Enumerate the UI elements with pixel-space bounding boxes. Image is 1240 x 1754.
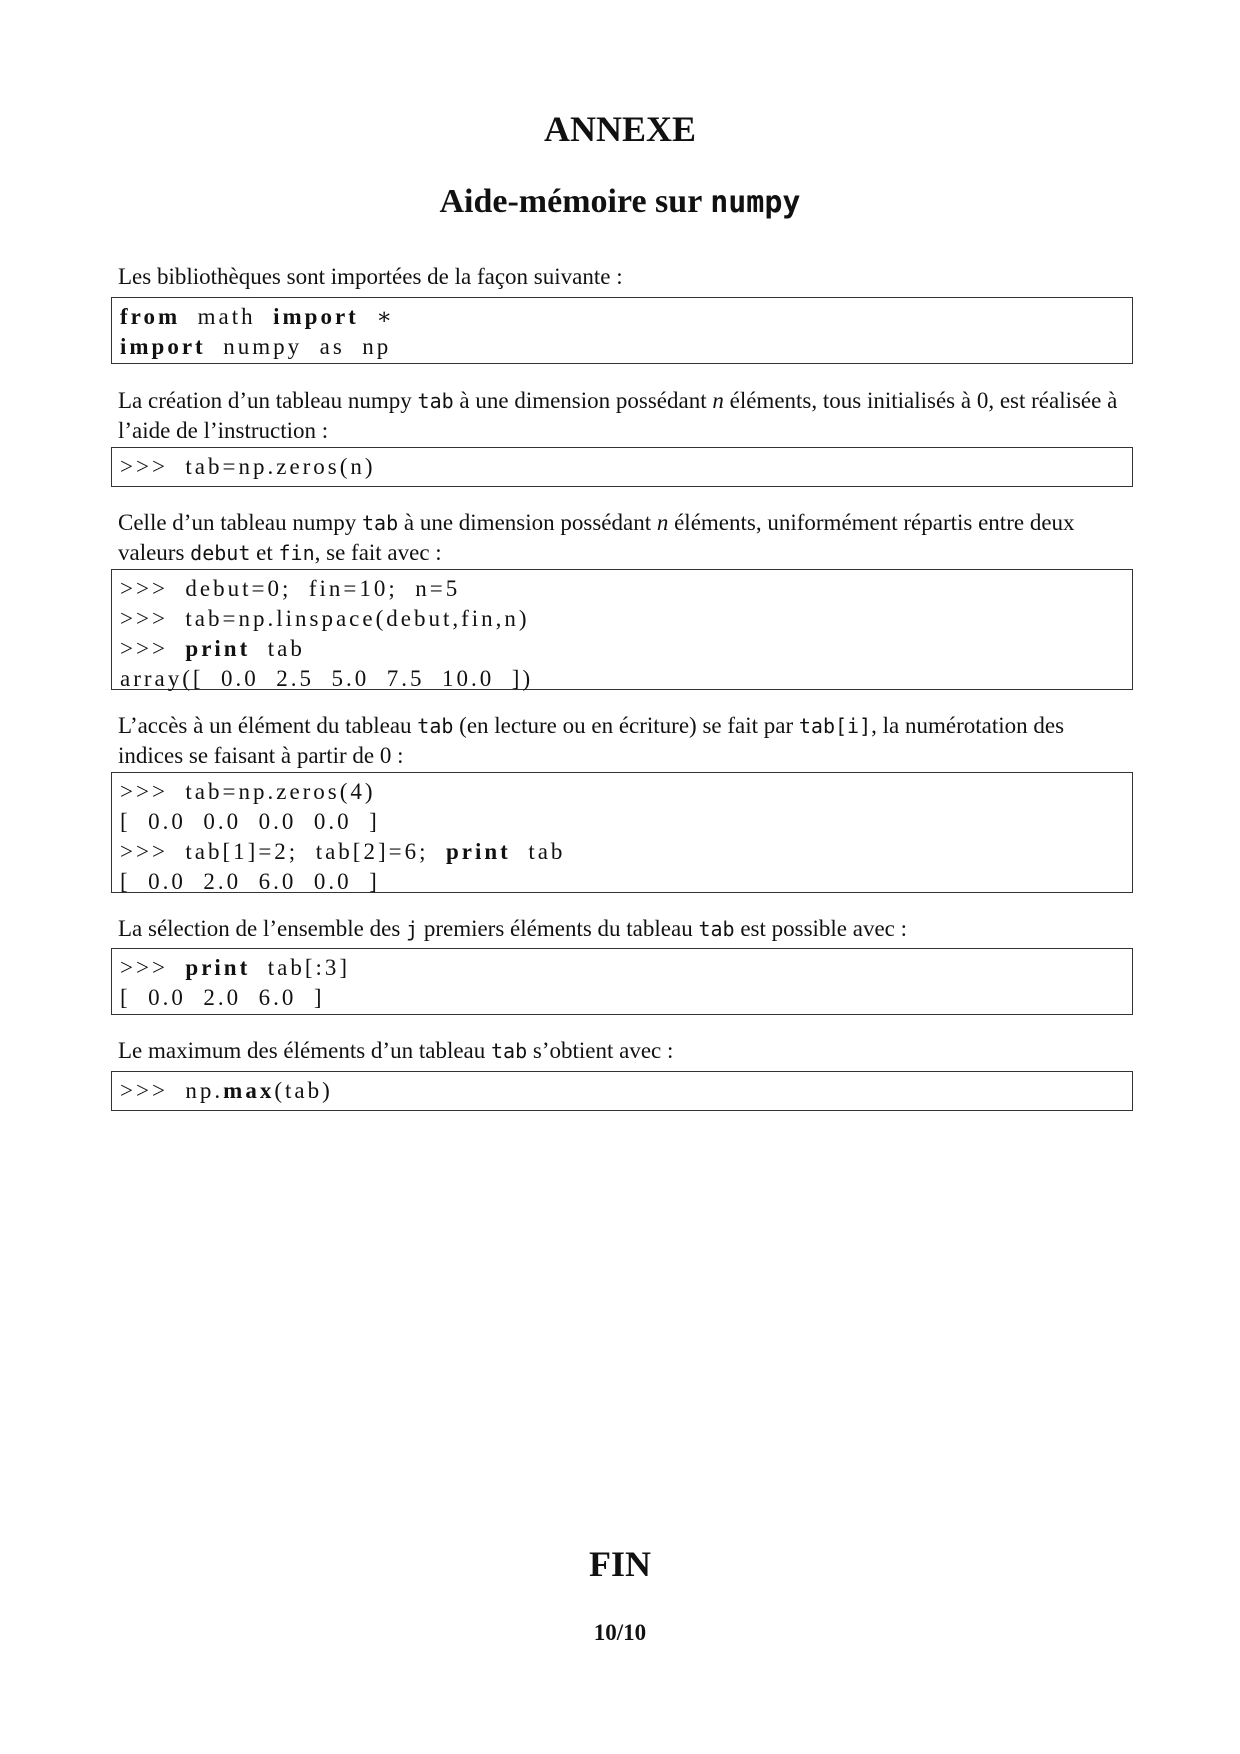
code-box bbox=[111, 297, 1133, 364]
inline-code: fin bbox=[278, 541, 315, 565]
code-line: >>> tab=np.zeros(4) bbox=[120, 779, 376, 804]
inline-code: tab bbox=[491, 1039, 528, 1063]
inline-code: tab bbox=[698, 917, 735, 941]
code-box bbox=[111, 1071, 1133, 1111]
math-variable: n bbox=[712, 388, 724, 413]
code-box bbox=[111, 447, 1133, 487]
code-box bbox=[111, 948, 1133, 1015]
code-line: >>> tab=np.linspace(debut,fin,n) bbox=[120, 606, 530, 631]
code-line: [ 0.0 2.0 6.0 0.0 ] bbox=[120, 869, 380, 894]
code-box bbox=[111, 569, 1133, 690]
subtitle-heading bbox=[0, 183, 1240, 221]
subtitle-text: Aide-mémoire sur bbox=[439, 183, 702, 220]
inline-code: j bbox=[406, 917, 419, 941]
code-line: >>> debut=0; fin=10; n=5 bbox=[120, 576, 461, 601]
annexe-heading: ANNEXE bbox=[543, 109, 696, 149]
section-intro: Celle d’un tableau numpy tab à une dimension possédant n éléments, uniformément répartis entre deux valeurs debut et fin, se fait avec : bbox=[118, 510, 1075, 565]
code-keyword: print bbox=[185, 636, 251, 661]
section-intro: La création d’un tableau numpy tab à une dimension possédant n éléments, tous initialisés à 0, est réalisée à l’aide de l’instruction : bbox=[118, 388, 1118, 443]
inline-code: debut bbox=[190, 541, 251, 565]
inline-code: tab[i] bbox=[798, 714, 872, 738]
code-line: >>> print tab[:3] bbox=[120, 955, 351, 980]
math-variable: n bbox=[656, 510, 669, 535]
inline-code: tab bbox=[417, 714, 454, 738]
code-keyword: from bbox=[120, 304, 181, 329]
code-keyword: max bbox=[223, 1078, 275, 1103]
inline-code: tab bbox=[417, 389, 454, 413]
fin-heading: FIN bbox=[589, 1544, 651, 1584]
section-intro: L’accès à un élément du tableau tab (en lecture ou en écriture) se fait par tab[i], la numérotation des indices se faisant à partir de 0 : bbox=[118, 713, 1065, 768]
code-line: [ 0.0 0.0 0.0 0.0 ] bbox=[120, 809, 380, 834]
subtitle-code: numpy bbox=[710, 185, 801, 220]
code-line: import numpy as np bbox=[120, 334, 392, 359]
code-keyword: import bbox=[273, 304, 359, 329]
code-line: array([ 0.0 2.5 5.0 7.5 10.0 ]) bbox=[120, 666, 534, 691]
code-line: from math import ∗ bbox=[120, 304, 395, 329]
code-line: [ 0.0 2.0 6.0 ] bbox=[120, 985, 325, 1010]
section-intro: Le maximum des éléments d’un tableau tab s’obtient avec : bbox=[118, 1038, 674, 1063]
code-line: >>> tab=np.zeros(n) bbox=[120, 454, 376, 479]
section-intro: La sélection de l’ensemble des j premiers éléments du tableau tab est possible avec : bbox=[118, 916, 908, 941]
section-intro: Les bibliothèques sont importées de la façon suivante : bbox=[118, 264, 623, 289]
code-line: >>> np.max(tab) bbox=[120, 1078, 333, 1103]
code-box bbox=[111, 772, 1133, 893]
inline-code: tab bbox=[362, 511, 399, 535]
code-line: >>> print tab bbox=[120, 636, 305, 661]
code-keyword: import bbox=[120, 334, 206, 359]
code-line: >>> tab[1]=2; tab[2]=6; print tab bbox=[120, 839, 566, 864]
page-number: 10/10 bbox=[593, 1620, 647, 1645]
code-keyword: print bbox=[185, 955, 251, 980]
code-keyword: print bbox=[445, 839, 511, 864]
